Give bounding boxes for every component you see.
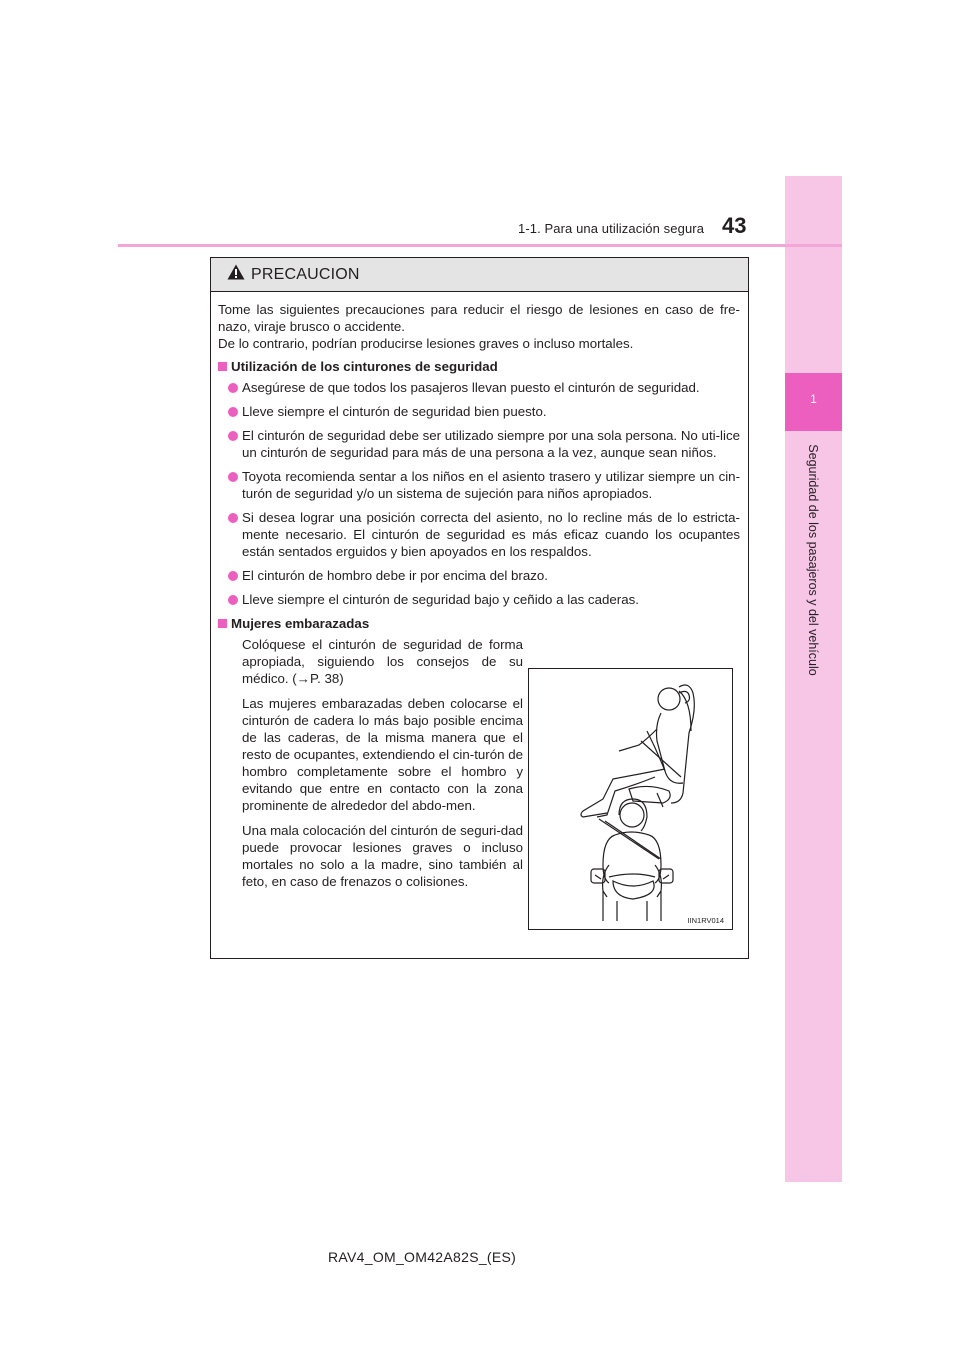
bullet-dot-icon	[228, 472, 238, 482]
caution-title: PRECAUCION	[251, 265, 360, 283]
bullet-item: El cinturón de hombro debe ir por encima del brazo.	[218, 567, 740, 584]
caution-header	[211, 258, 748, 292]
footer-doc-code: RAV4_OM_OM42A82S_(ES)	[328, 1249, 517, 1265]
bullet-item: Lleve siempre el cinturón de seguridad bien puesto.	[218, 403, 740, 420]
bullet-item: El cinturón de seguridad debe ser utilizado siempre por una sola persona. No uti-lice un cinturón de seguridad para más de una persona a la vez, aunque sean niños.	[218, 427, 740, 461]
paragraph: Colóquese el cinturón de seguridad de forma apropiada, siguiendo los consejos de su médico. (→P. 38)	[242, 637, 523, 686]
square-bullet-icon	[218, 362, 227, 371]
chapter-number: 1	[810, 392, 817, 406]
intro-text-2: De lo contrario, podrían producirse lesiones graves o incluso mortales.	[218, 336, 634, 351]
intro-text: Tome las siguientes precauciones para reducir el riesgo de lesiones en caso de fre-nazo, viraje brusco o accidente.	[218, 302, 740, 334]
pregnant-seatbelt-illustration	[528, 668, 733, 930]
caution-box	[210, 257, 749, 959]
section-title: 1-1. Para una utilización segura	[518, 221, 705, 236]
warning-triangle-icon	[227, 264, 245, 285]
chapter-label: Seguridad de los pasajeros y del vehículo	[806, 444, 820, 676]
bullet-dot-icon	[228, 431, 238, 441]
side-tab	[785, 176, 842, 1182]
header-rule	[118, 244, 842, 247]
paragraph: Las mujeres embarazadas deben colocarse el cinturón de cadera lo más bajo posible encima de las caderas, de la misma manera que el resto de ocupantes, extendiendo el cin-turón de hombro completamente sobre el hombro y evitando que entre en contacto con la zona prominente de alrededor del abdo-men.	[242, 696, 523, 813]
section-heading: Mujeres embarazadas	[218, 615, 740, 632]
bullet-dot-icon	[228, 595, 238, 605]
bullet-dot-icon	[228, 513, 238, 523]
bullet-item: Toyota recomienda sentar a los niños en el asiento trasero y utilizar siempre un cin-turón de seguridad y/o un sistema de sujeción para niños apropiados.	[218, 468, 740, 502]
bullet-dot-icon	[228, 383, 238, 393]
section-heading: Utilización de los cinturones de seguridad	[218, 358, 740, 375]
bullet-item: Si desea lograr una posición correcta del asiento, no lo recline más de lo estricta-mente necesario. El cinturón de seguridad es más eficaz cuando los ocupantes están sentados erguidos y bien apoyados en los respaldos.	[218, 509, 740, 560]
bullet-item: Asegúrese de que todos los pasajeros llevan puesto el cinturón de seguridad.	[218, 379, 740, 396]
bullet-dot-icon	[228, 407, 238, 417]
bullet-item: Lleve siempre el cinturón de seguridad bajo y ceñido a las caderas.	[218, 591, 740, 608]
pregnancy-text	[218, 636, 523, 898]
paragraph: Una mala colocación del cinturón de seguri-dad puede provocar lesiones graves o incluso mortales no solo a la madre, sino también al feto, en caso de frenazos o colisiones.	[242, 823, 523, 889]
page-number: 43	[722, 213, 747, 238]
figure-code: IIN1RV014	[687, 916, 724, 925]
bullet-dot-icon	[228, 571, 238, 581]
square-bullet-icon	[218, 619, 227, 628]
